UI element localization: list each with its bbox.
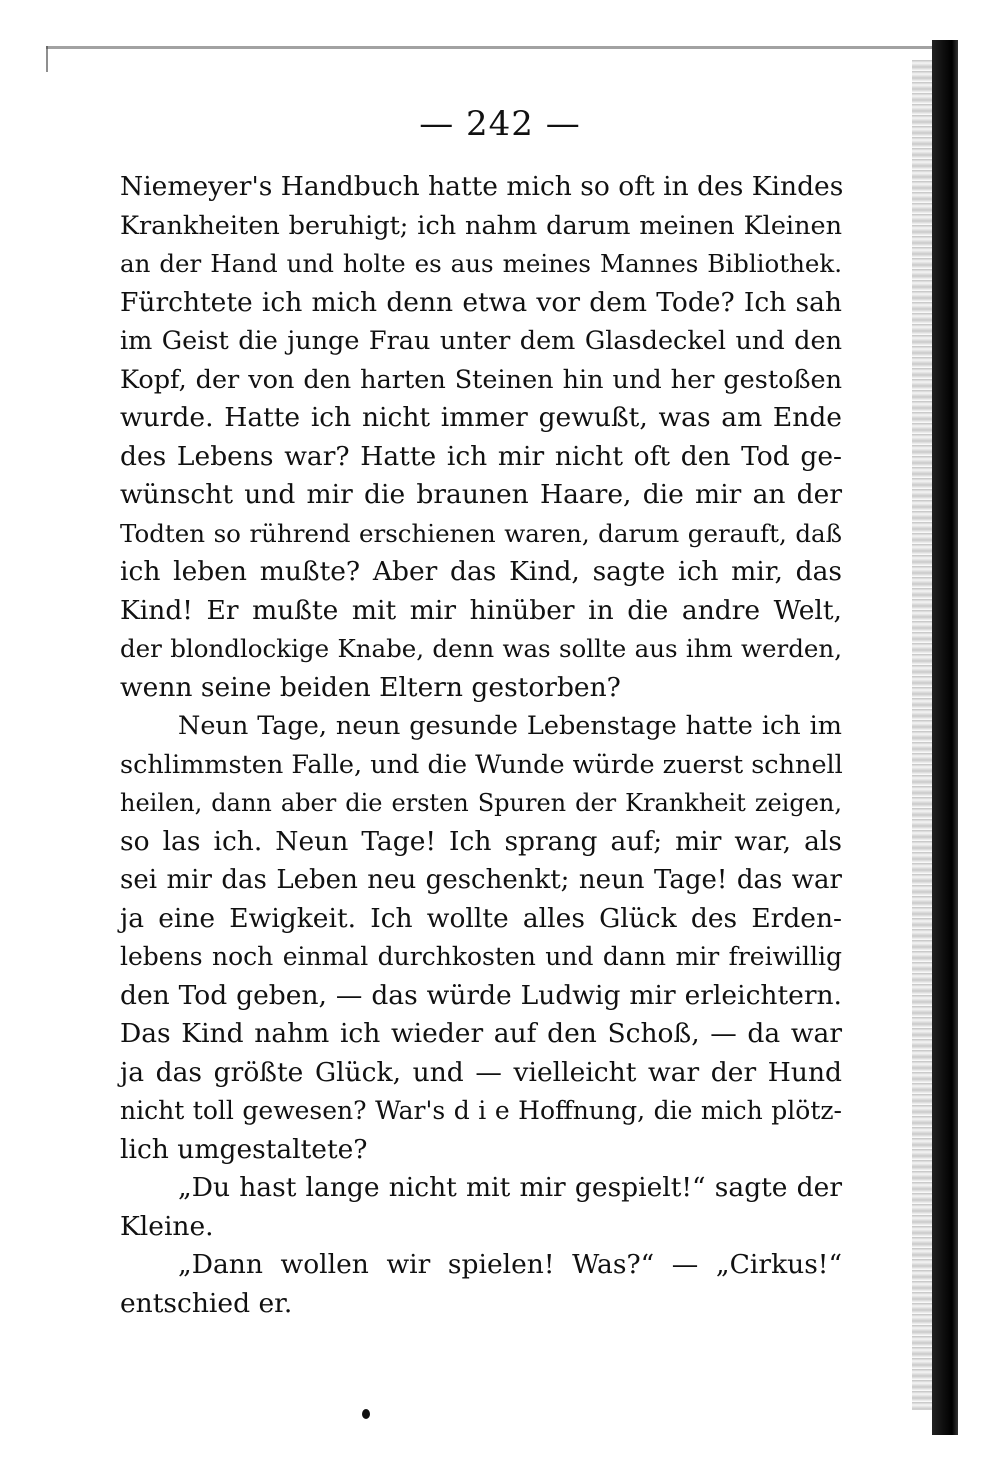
top-left-corner-mark [46,46,48,72]
text-line: an der Hand und holte es aus meines Mannes Bibliothek. [120,249,842,278]
text-line: Niemeyer's Handbuch hatte mich so oft in des Kindes [120,171,844,202]
text-line: so las ich. Neun Tage! Ich sprang auf; mir war, als [120,825,842,857]
text-line: Neun Tage, neun gesunde Lebenstage hatte ich im [178,711,842,741]
text-line: wenn seine beiden Eltern gestorben? [120,671,621,703]
text-line: ja das größte Glück, und — vielleicht war der Hund [120,1056,842,1088]
top-border-line [46,46,941,49]
text-line: entschied er. [120,1287,293,1319]
text-line: der blondlockige Knabe, denn was sollte aus ihm werden, [120,634,842,663]
text-line: den Tod geben, — das würde Ludwig mir erleichtern. [120,979,842,1011]
text-line: ja eine Ewigkeit. Ich wollte alles Glück des Erden- [120,902,842,934]
text-line: ich leben mußte? Aber das Kind, sagte ich mir, das [120,556,842,587]
page-number: — 242 — [419,104,581,144]
text-line: schlimmsten Falle, und die Wunde würde zuerst schnell [120,749,843,780]
text-line: im Geist die junge Frau unter dem Glasdeckel und den [120,326,842,356]
page-edge-shadow [912,60,932,1410]
text-line: Todten so rührend erschienen waren, darum gerauft, daß [120,518,842,548]
text-line: „Du hast lange nicht mit mir gespielt!“ sagte der [178,1172,842,1203]
text-line: „Dann wollen wir spielen! Was?“ — „Cirkus!“ [178,1249,842,1280]
book-spine-edge [932,40,958,1435]
text-line: heilen, dann aber die ersten Spuren der Krankheit zeigen, [120,789,842,817]
text-line: lebens noch einmal durchkosten und dann mir freiwillig [120,942,842,971]
text-line: sei mir das Leben neu geschenkt; neun Tage! das war [120,865,842,895]
body-text [120,168,842,1323]
text-line: Kleine. [120,1210,214,1242]
text-line: Kopf, der von den harten Steinen hin und her gestoßen [120,364,842,395]
text-line: Krankheiten beruhigt; ich nahm darum meinen Kleinen [120,210,842,241]
text-line: Fürchtete ich mich denn etwa vor dem Tode? Ich sah [120,286,842,318]
text-line: nicht toll gewesen? War's d i e Hoffnung, die mich plötz- [120,1096,842,1125]
text-line: Das Kind nahm ich wieder auf den Schoß, — da war [120,1018,842,1049]
text-line: wurde. Hatte ich nicht immer gewußt, was am Ende [120,402,842,433]
ink-speck [362,1409,370,1419]
text-line: des Lebens war? Hatte ich mir nicht oft den Tod ge- [120,440,842,472]
text-line: wünscht und mir die braunen Haare, die mir an der [120,479,842,510]
text-line: lich umgestaltete? [120,1133,368,1165]
text-line: Kind! Er mußte mit mir hinüber in die andre Welt, [120,594,842,626]
